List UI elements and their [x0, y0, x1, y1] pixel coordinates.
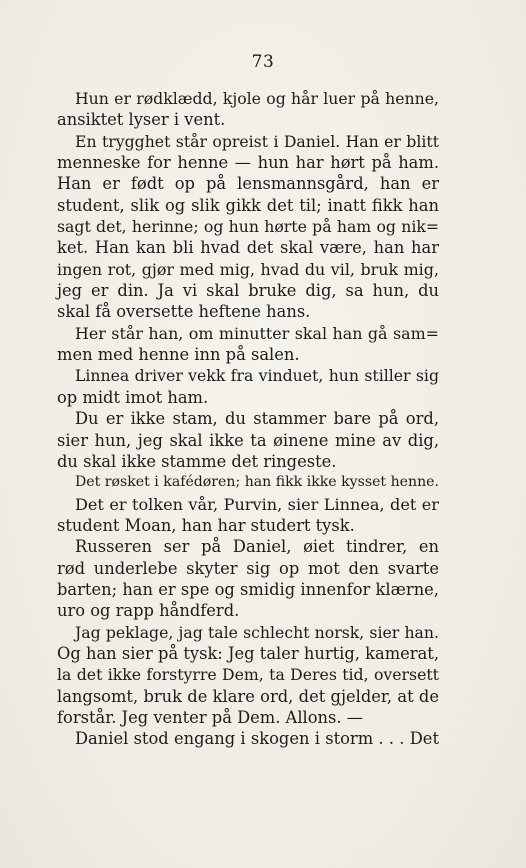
text-line: Han er født op på lensmannsgård, han er [57, 174, 439, 194]
text-line: Daniel stod engang i skogen i storm . . . Det [75, 729, 439, 749]
text-line: sagt det, herinne; og hun hørte på ham og nik= [57, 217, 439, 237]
text-line: jeg er din. Ja vi skal bruke dig, sa hun, du [57, 281, 439, 301]
text-line: ansiktet lyser i vent. [57, 110, 226, 130]
text-line: Russeren ser på Daniel, øiet tindrer, en [75, 537, 439, 557]
text-line: Her står han, om minutter skal han gå sam= [75, 323, 439, 343]
text-line: barten; han er spe og smidig innenfor klærne, [57, 579, 439, 599]
text-line: langsomt, bruk de klare ord, det gjelder, at de [57, 686, 439, 706]
text-line: men med henne inn på salen. [57, 345, 300, 365]
text-line: Det er tolken vår, Purvin, sier Linnea, det er [75, 494, 439, 514]
text-line: la det ikke forstyrre Dem, ta Deres tid, oversett [57, 665, 439, 685]
text-line: forstår. Jeg venter på Dem. Allons. — [57, 707, 364, 727]
text-line: Og han sier på tysk: Jeg taler hurtig, kamerat, [57, 643, 439, 663]
text-line: ket. Han kan bli hvad det skal være, han har [57, 238, 439, 258]
text-line: du skal ikke stamme det ringeste. [57, 451, 337, 471]
text-line: Det røsket i kafédøren; han fikk ikke kysset henne. [75, 474, 439, 491]
text-line: op midt imot ham. [57, 387, 209, 407]
text-line: sier hun, jeg skal ikke ta øinene mine av dig, [57, 430, 439, 450]
text-line: Hun er rødklædd, kjole og hår luer på henne, [75, 89, 439, 108]
text-line: En trygghet står opreist i Daniel. Han er blitt [75, 131, 439, 151]
text-line: rød underlebe skyter sig op mot den svarte [57, 558, 439, 578]
text-line: Linnea driver vekk fra vinduet, hun stiller sig [75, 366, 439, 386]
text-line: Jag peklage, jag tale schlecht norsk, sier han. [75, 622, 439, 642]
text-line: uro og rapp håndferd. [57, 601, 240, 621]
page-number: 73 [251, 52, 275, 72]
text-line: student Moan, han har studert tysk. [57, 515, 355, 535]
text-line: skal få oversette heftene hans. [57, 302, 311, 322]
text-line: student, slik og slik gikk det til; inatt fikk han [57, 195, 439, 215]
text-line: menneske for henne — hun har hørt på ham. [57, 153, 439, 173]
text-line: Du er ikke stam, du stammer bare på ord, [75, 409, 439, 429]
body-text [57, 88, 439, 750]
text-line: ingen rot, gjør med mig, hvad du vil, bruk mig, [57, 259, 439, 279]
